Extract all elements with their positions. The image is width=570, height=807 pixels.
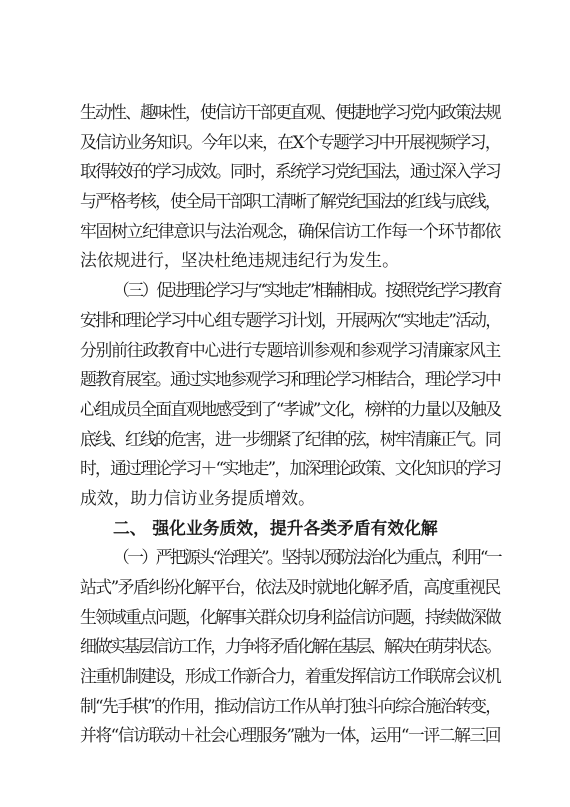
text-line: 及信访业务知识。今年以来，在X个专题学习中开展视频学习， [80, 131, 501, 152]
text-line: 与严格考核，使全局干部职工清晰了解党纪国法的红线与底线， [80, 191, 500, 212]
text-line: 心组成员全面直观地感受到了“孝诚”文化，榜样的力量以及触及 [80, 398, 501, 419]
section-heading: 二、 强化业务质效，提升各类矛盾有效化解 [113, 517, 438, 538]
text-line: 分别前往政教育中心进行专题培训参观和参观学习清廉家风主 [80, 339, 501, 360]
text-line: 生动性、趣味性，使信访干部更直观、便捷地学习党内政策法规 [80, 102, 500, 122]
text-line: 法依规进行，坚决杜绝违规违纪行为发生。 [80, 250, 399, 271]
text-line: 制“先手棋”的作用，推动信访工作从单打独斗向综合施治转变， [80, 695, 501, 716]
text-line: 牢固树立纪律意识与法治观念，确保信访工作每一个环节都依 [80, 220, 501, 241]
paragraph-start-line: （三）促进理论学习与“实地走”相辅相成。按照党纪学习教育 [113, 280, 501, 301]
text-line: 取得较好的学习成效。同时，系统学习党纪国法，通过深入学习 [80, 161, 500, 182]
text-line: 底线、红线的危害，进一步绷紧了纪律的弦，树牢清廉正气。同 [80, 428, 500, 449]
text-line: 细做实基层信访工作，力争将矛盾化解在基层、解决在萌芽状态。 [80, 636, 500, 657]
text-line: 时，通过理论学习＋“实地走”，加深理论政策、文化知识的学习 [80, 458, 501, 479]
text-line: 题教育展室。通过实地参观学习和理论学习相结合，理论学习中 [80, 369, 500, 390]
text-line: 安排和理论学习中心组专题学习计划，开展两次“实地走”活动， [80, 309, 501, 330]
text-line: 注重机制建设，形成工作新合力，着重发挥信访工作联席会议机 [80, 666, 500, 687]
body-text [80, 98, 500, 751]
text-line: 生领域重点问题，化解事关群众切身利益信访问题，持续做深做 [80, 606, 500, 627]
text-line: 站式”矛盾纠纷化解平台，依法及时就地化解矛盾，高度重视民 [80, 577, 500, 597]
text-line: 并将“信访联动＋社会心理服务”融为一体，运用“一评二解三回 [80, 725, 501, 746]
paragraph-start-line: （一）严把源头“治理关”。坚持以预防法治化为重点，利用“一 [113, 547, 501, 568]
text-line: 成效，助力信访业务提质增效。 [80, 487, 315, 508]
